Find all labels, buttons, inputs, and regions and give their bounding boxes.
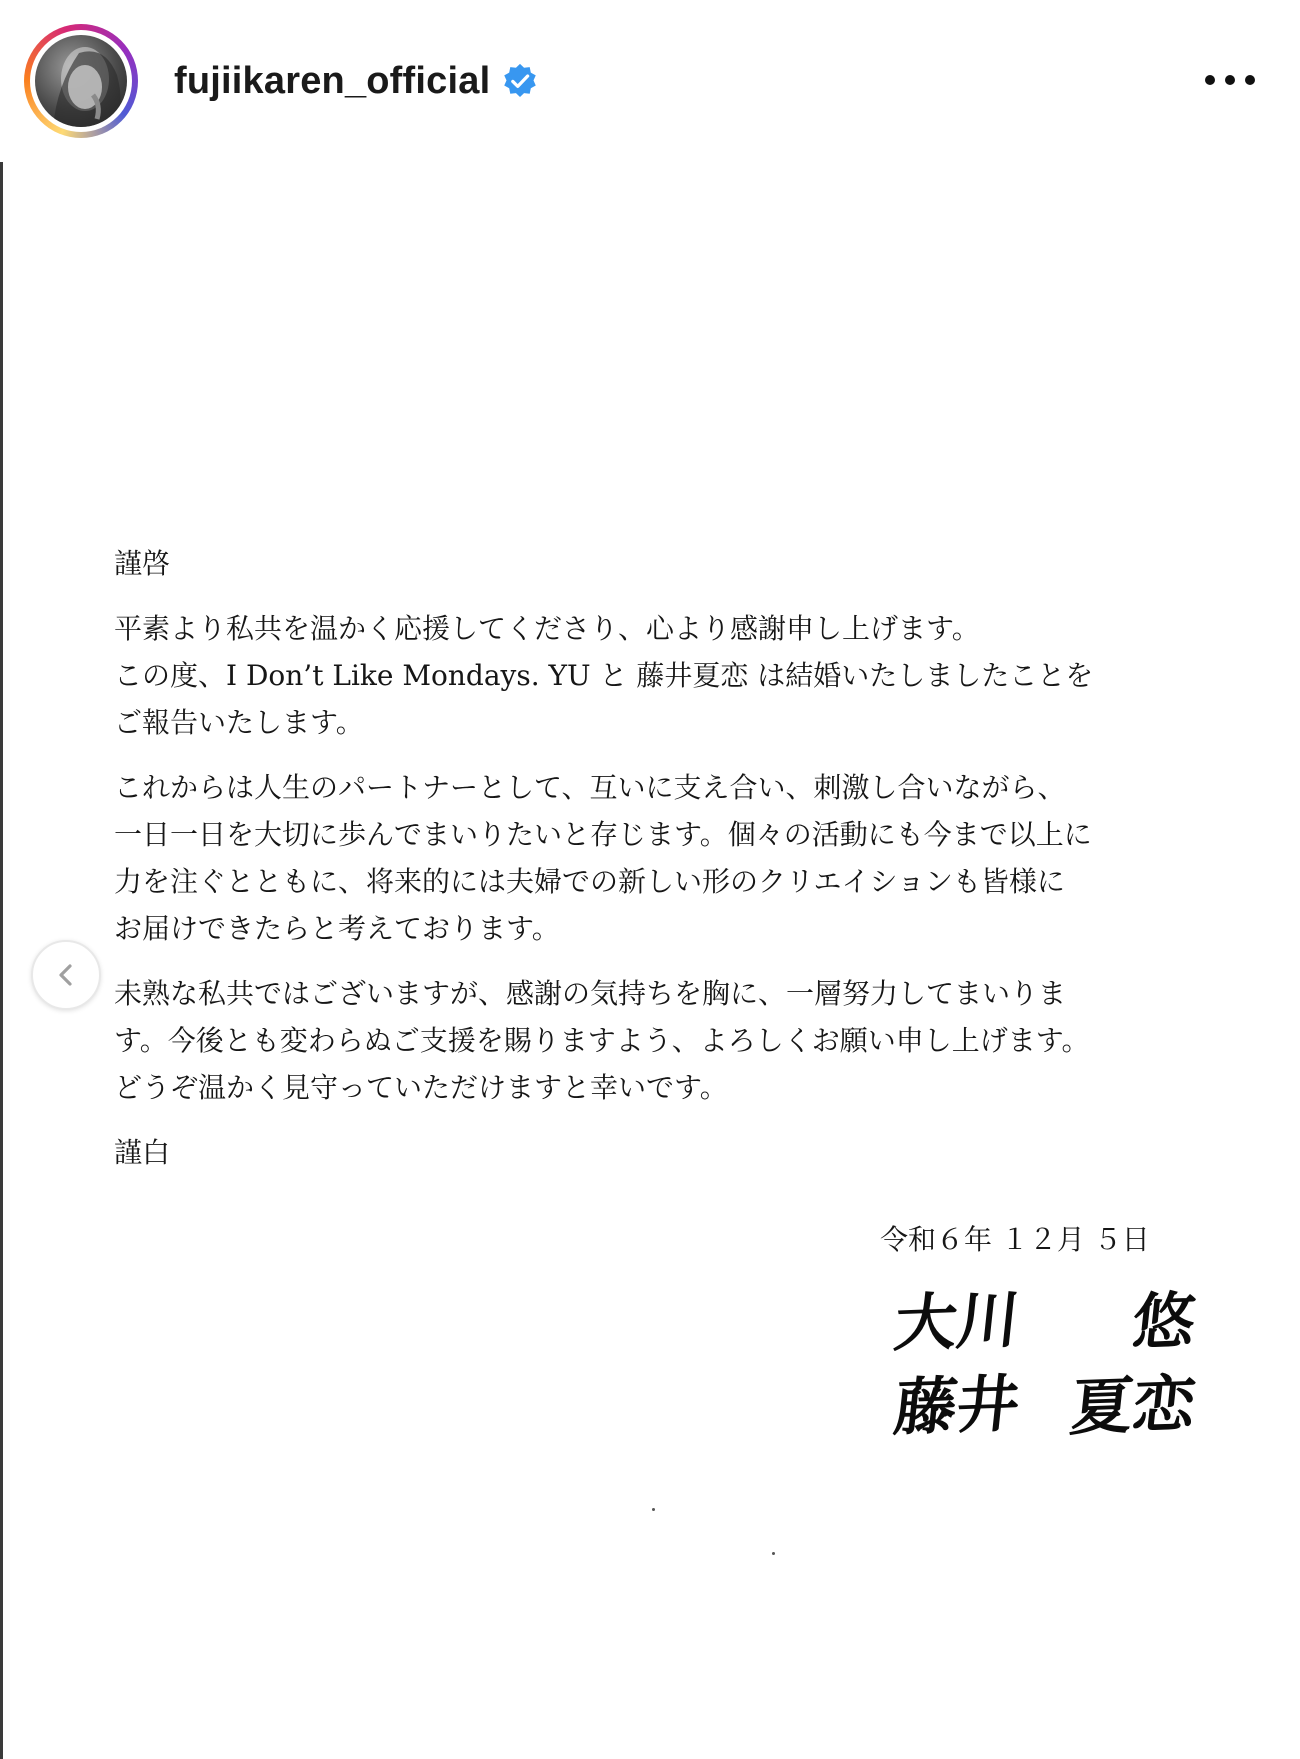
story-ring[interactable] (24, 24, 138, 138)
letter-line: ご報告いたします。 (114, 706, 364, 739)
letter-paragraph-2 (114, 764, 1224, 952)
announcement-letter (114, 540, 1224, 1176)
signature-line-1 (890, 1280, 1200, 1364)
signature-line-2 (890, 1364, 1200, 1448)
letter-line: この度、I Don’t Like Mondays. YU と 藤井夏恋 は結婚いたしましたことを (114, 659, 1094, 692)
more-options-icon[interactable] (1198, 60, 1262, 100)
letter-line: お届けできたらと考えております。 (114, 912, 560, 945)
chevron-left-icon (51, 960, 81, 990)
handwritten-signatures (890, 1280, 1215, 1448)
signature-given-name: 悠 (1129, 1283, 1200, 1360)
signature-family-name: 藤井 (890, 1366, 1024, 1445)
letter-line: これからは人生のパートナーとして、互いに支え合い、刺激し合いながら、 (114, 771, 1066, 804)
letter-closing: 謹白 (114, 1136, 171, 1169)
letter-line: 未熟な私共ではございますが、感謝の気持ちを胸に、一層努力してまいりま (114, 977, 1067, 1010)
avatar-portrait-icon (35, 35, 127, 127)
avatar[interactable] (35, 35, 127, 127)
signature-family-name: 大川 (890, 1282, 1024, 1361)
carousel-prev-button[interactable] (31, 940, 101, 1010)
letter-line: 一日一日を大切に歩んでまいりたいと存じます。個々の活動にも今まで以上に (114, 818, 1092, 851)
post-image-edge (0, 162, 3, 1759)
verified-badge-icon (502, 63, 538, 99)
letter-line: す。今後とも変わらぬご支援を賜りますよう、よろしくお願い申し上げます。 (114, 1024, 1090, 1057)
avatar-gap (30, 30, 132, 132)
paper-speck (652, 1508, 655, 1511)
letter-paragraph-3 (114, 970, 1224, 1111)
letter-line: どうぞ温かく見守っていただけますと幸いです。 (114, 1071, 728, 1104)
letter-line: 平素より私共を温かく応援してくださり、心より感謝申し上げます。 (114, 612, 980, 645)
letter-date: 令和６年 １２月 ５日 (880, 1223, 1150, 1256)
paper-speck (772, 1552, 775, 1555)
signature-given-name: 夏恋 (1066, 1366, 1200, 1445)
post-image[interactable] (0, 162, 1300, 1759)
letter-salutation: 謹啓 (114, 547, 171, 580)
username-row (174, 56, 538, 106)
letter-paragraph-1 (114, 605, 1224, 746)
letter-line: 力を注ぐとともに、将来的には夫婦での新しい形のクリエイションも皆様に (114, 865, 1065, 898)
post-header (0, 0, 1300, 162)
username-link[interactable]: fujiikaren_official (174, 59, 491, 102)
